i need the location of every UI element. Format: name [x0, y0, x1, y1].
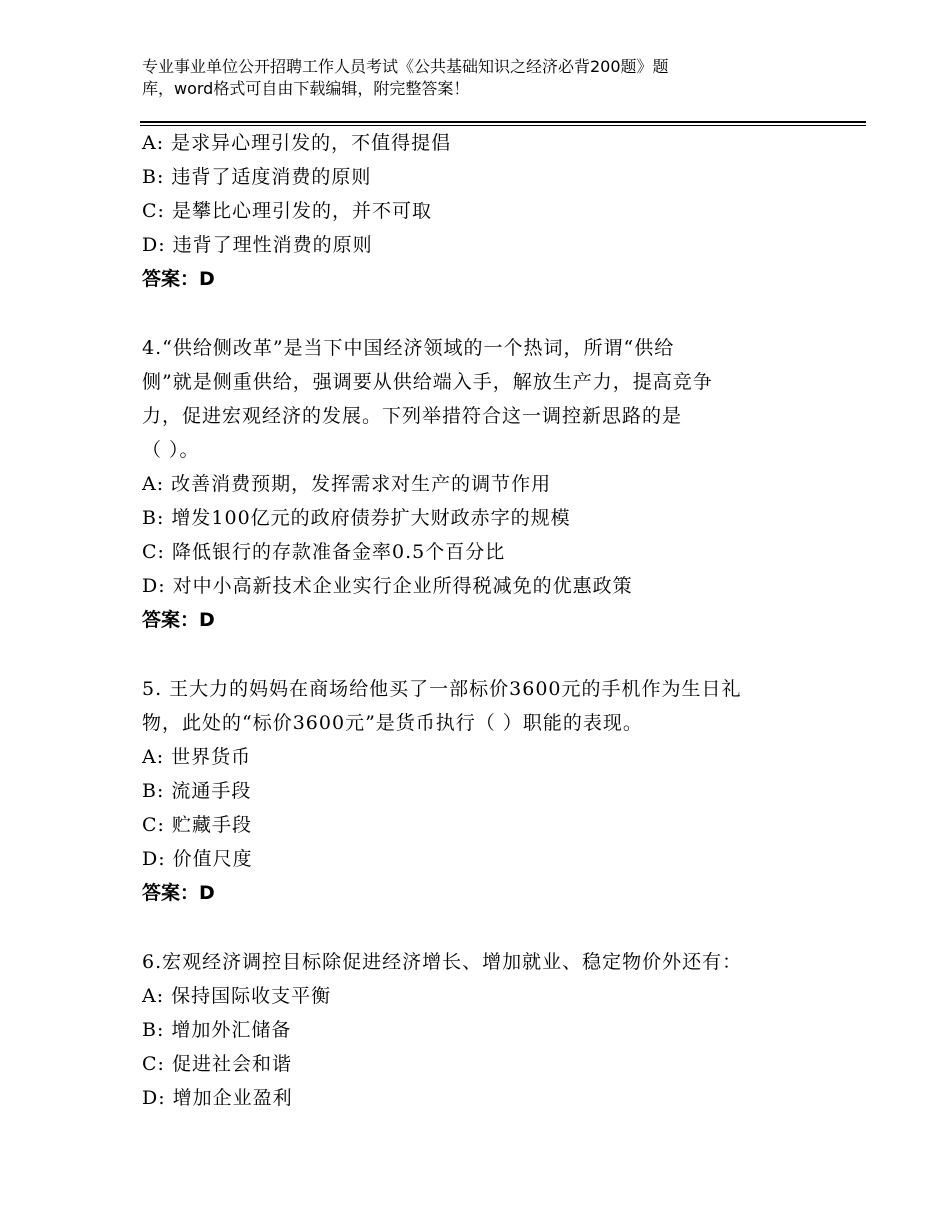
- q5-stem-line-2: 物，此处的“标价3600元”是货币执行（ ）职能的表现。: [142, 712, 643, 734]
- header-rule-thin: [140, 125, 866, 126]
- q5-answer: 答案：D: [142, 882, 215, 904]
- q5-option-a: A: 世界货币: [142, 746, 252, 768]
- q6-option-b: B: 增加外汇储备: [142, 1019, 292, 1041]
- header-line-1: 专业事业单位公开招聘工作人员考试《公共基础知识之经济必背200题》题: [142, 57, 669, 76]
- q4-stem-line-2: 侧”就是侧重供给，强调要从供给端入手，解放生产力，提高竞争: [142, 371, 713, 393]
- q4-option-d: D: 对中小高新技术企业实行企业所得税减免的优惠政策: [142, 575, 633, 597]
- q5-option-b: B: 流通手段: [142, 780, 252, 802]
- q6-option-a: A: 保持国际收支平衡: [142, 985, 332, 1007]
- header-rule-thick: [140, 121, 866, 123]
- q4-answer: 答案：D: [142, 609, 215, 631]
- q4-option-b: B: 增发100亿元的政府债券扩大财政赤字的规模: [142, 507, 571, 529]
- document-header: [142, 56, 782, 100]
- q4-stem-line-1: 4.“供给侧改革”是当下中国经济领域的一个热词，所谓“供给: [142, 337, 675, 359]
- q4-stem-line-3: 力，促进宏观经济的发展。下列举措符合这一调控新思路的是: [142, 405, 683, 427]
- q3-option-c: C: 是攀比心理引发的，并不可取: [142, 200, 432, 222]
- q3-option-d: D: 违背了理性消费的原则: [142, 234, 373, 256]
- q4-stem-line-4: （ ）。: [142, 439, 200, 461]
- q3-option-a: A: 是求异心理引发的，不值得提倡: [142, 132, 452, 154]
- q5-stem-line-1: 5. 王大力的妈妈在商场给他买了一部标价3600元的手机作为生日礼: [142, 678, 742, 700]
- q3-answer: 答案：D: [142, 268, 215, 290]
- q6-option-c: C: 促进社会和谐: [142, 1053, 292, 1075]
- q5-option-d: D: 价值尺度: [142, 848, 253, 870]
- q6-option-d: D: 增加企业盈利: [142, 1087, 293, 1109]
- q3-option-b: B: 违背了适度消费的原则: [142, 166, 372, 188]
- q4-option-c: C: 降低银行的存款准备金率0.5个百分比: [142, 541, 506, 563]
- q5-option-c: C: 贮藏手段: [142, 814, 252, 836]
- q6-stem-line-1: 6.宏观经济调控目标除促进经济增长、增加就业、稳定物价外还有：: [142, 951, 743, 973]
- header-line-2: 库，word格式可自由下载编辑，附完整答案！: [142, 79, 470, 98]
- q4-option-a: A: 改善消费预期，发挥需求对生产的调节作用: [142, 473, 552, 495]
